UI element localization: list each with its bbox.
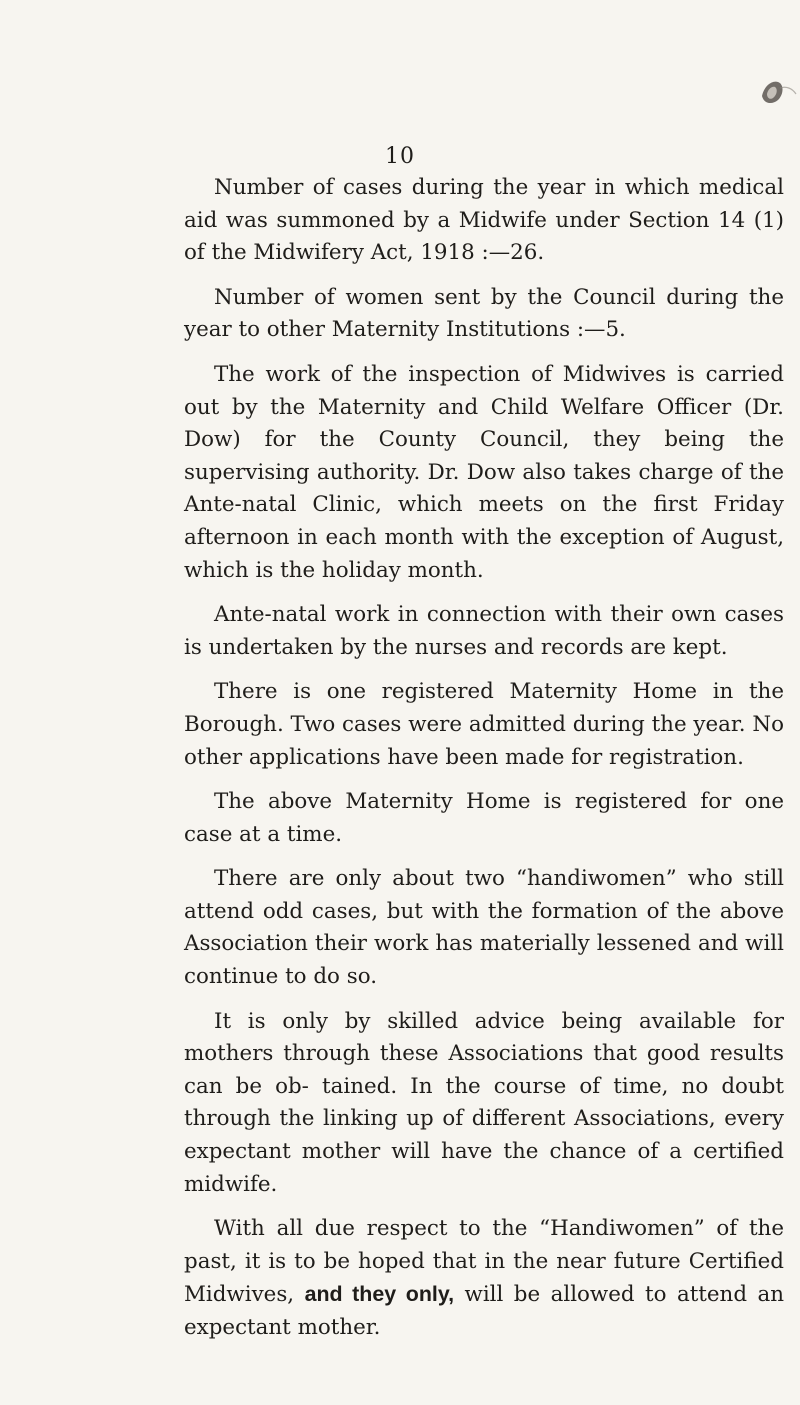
paragraph-certified-midwives xyxy=(184,1213,784,1344)
emphasis-text: and they only, xyxy=(304,1282,455,1307)
paragraph-handiwomen: There are only about two “handiwomen” who still attend odd cases, but with the formation of the above Association their work has materially lessened and will continue to do so. xyxy=(184,866,784,990)
body-text xyxy=(184,172,784,1357)
paragraph-home-registration: The above Maternity Home is registered for one case at a time. xyxy=(184,789,784,847)
paragraph-maternity-institutions: Number of women sent by the Council during the year to other Maternity Institutions :—5. xyxy=(184,284,784,343)
page-number: 10 xyxy=(385,144,415,169)
ink-blot-mark xyxy=(758,74,798,108)
paragraph-ante-natal-work: Ante-natal work in connection with their own cases is undertaken by the nurses and records are kept. xyxy=(184,602,784,660)
closing-text-start: With all due respect to the “Handiwomen” of the past, it is to be hoped that in the near future Certified Midwives, xyxy=(184,1216,784,1308)
paragraph-maternity-home: There is one registered Maternity Home in the Borough. Two cases were admitted during the year. No other applications have been made for registration. xyxy=(184,679,784,770)
paragraph-midwife-inspection: The work of the inspection of Midwives is carried out by the Maternity and Child Welfare Officer (Dr. Dow) for the County Council, they being the supervising authority. Dr. Dow also takes charge of the Ante-natal Clinic, which meets on the first Friday afternoon in each month with the exception of August, which is the holiday month. xyxy=(184,361,784,583)
paragraph-skilled-advice: It is only by skilled advice being available for mothers through these Associations that good results can be ob- tained. In the course of time, no doubt through the linking up of different Associations, every expectant mother will have the chance of a certified midwife. xyxy=(184,1008,784,1197)
paragraph-medical-aid: Number of cases during the year in which medical aid was summoned by a Midwife under Section 14 (1) of the Midwifery Act, 1918 :—26. xyxy=(184,175,784,266)
closing-text-end: will be allowed to attend an expectant mother. xyxy=(184,1282,784,1340)
